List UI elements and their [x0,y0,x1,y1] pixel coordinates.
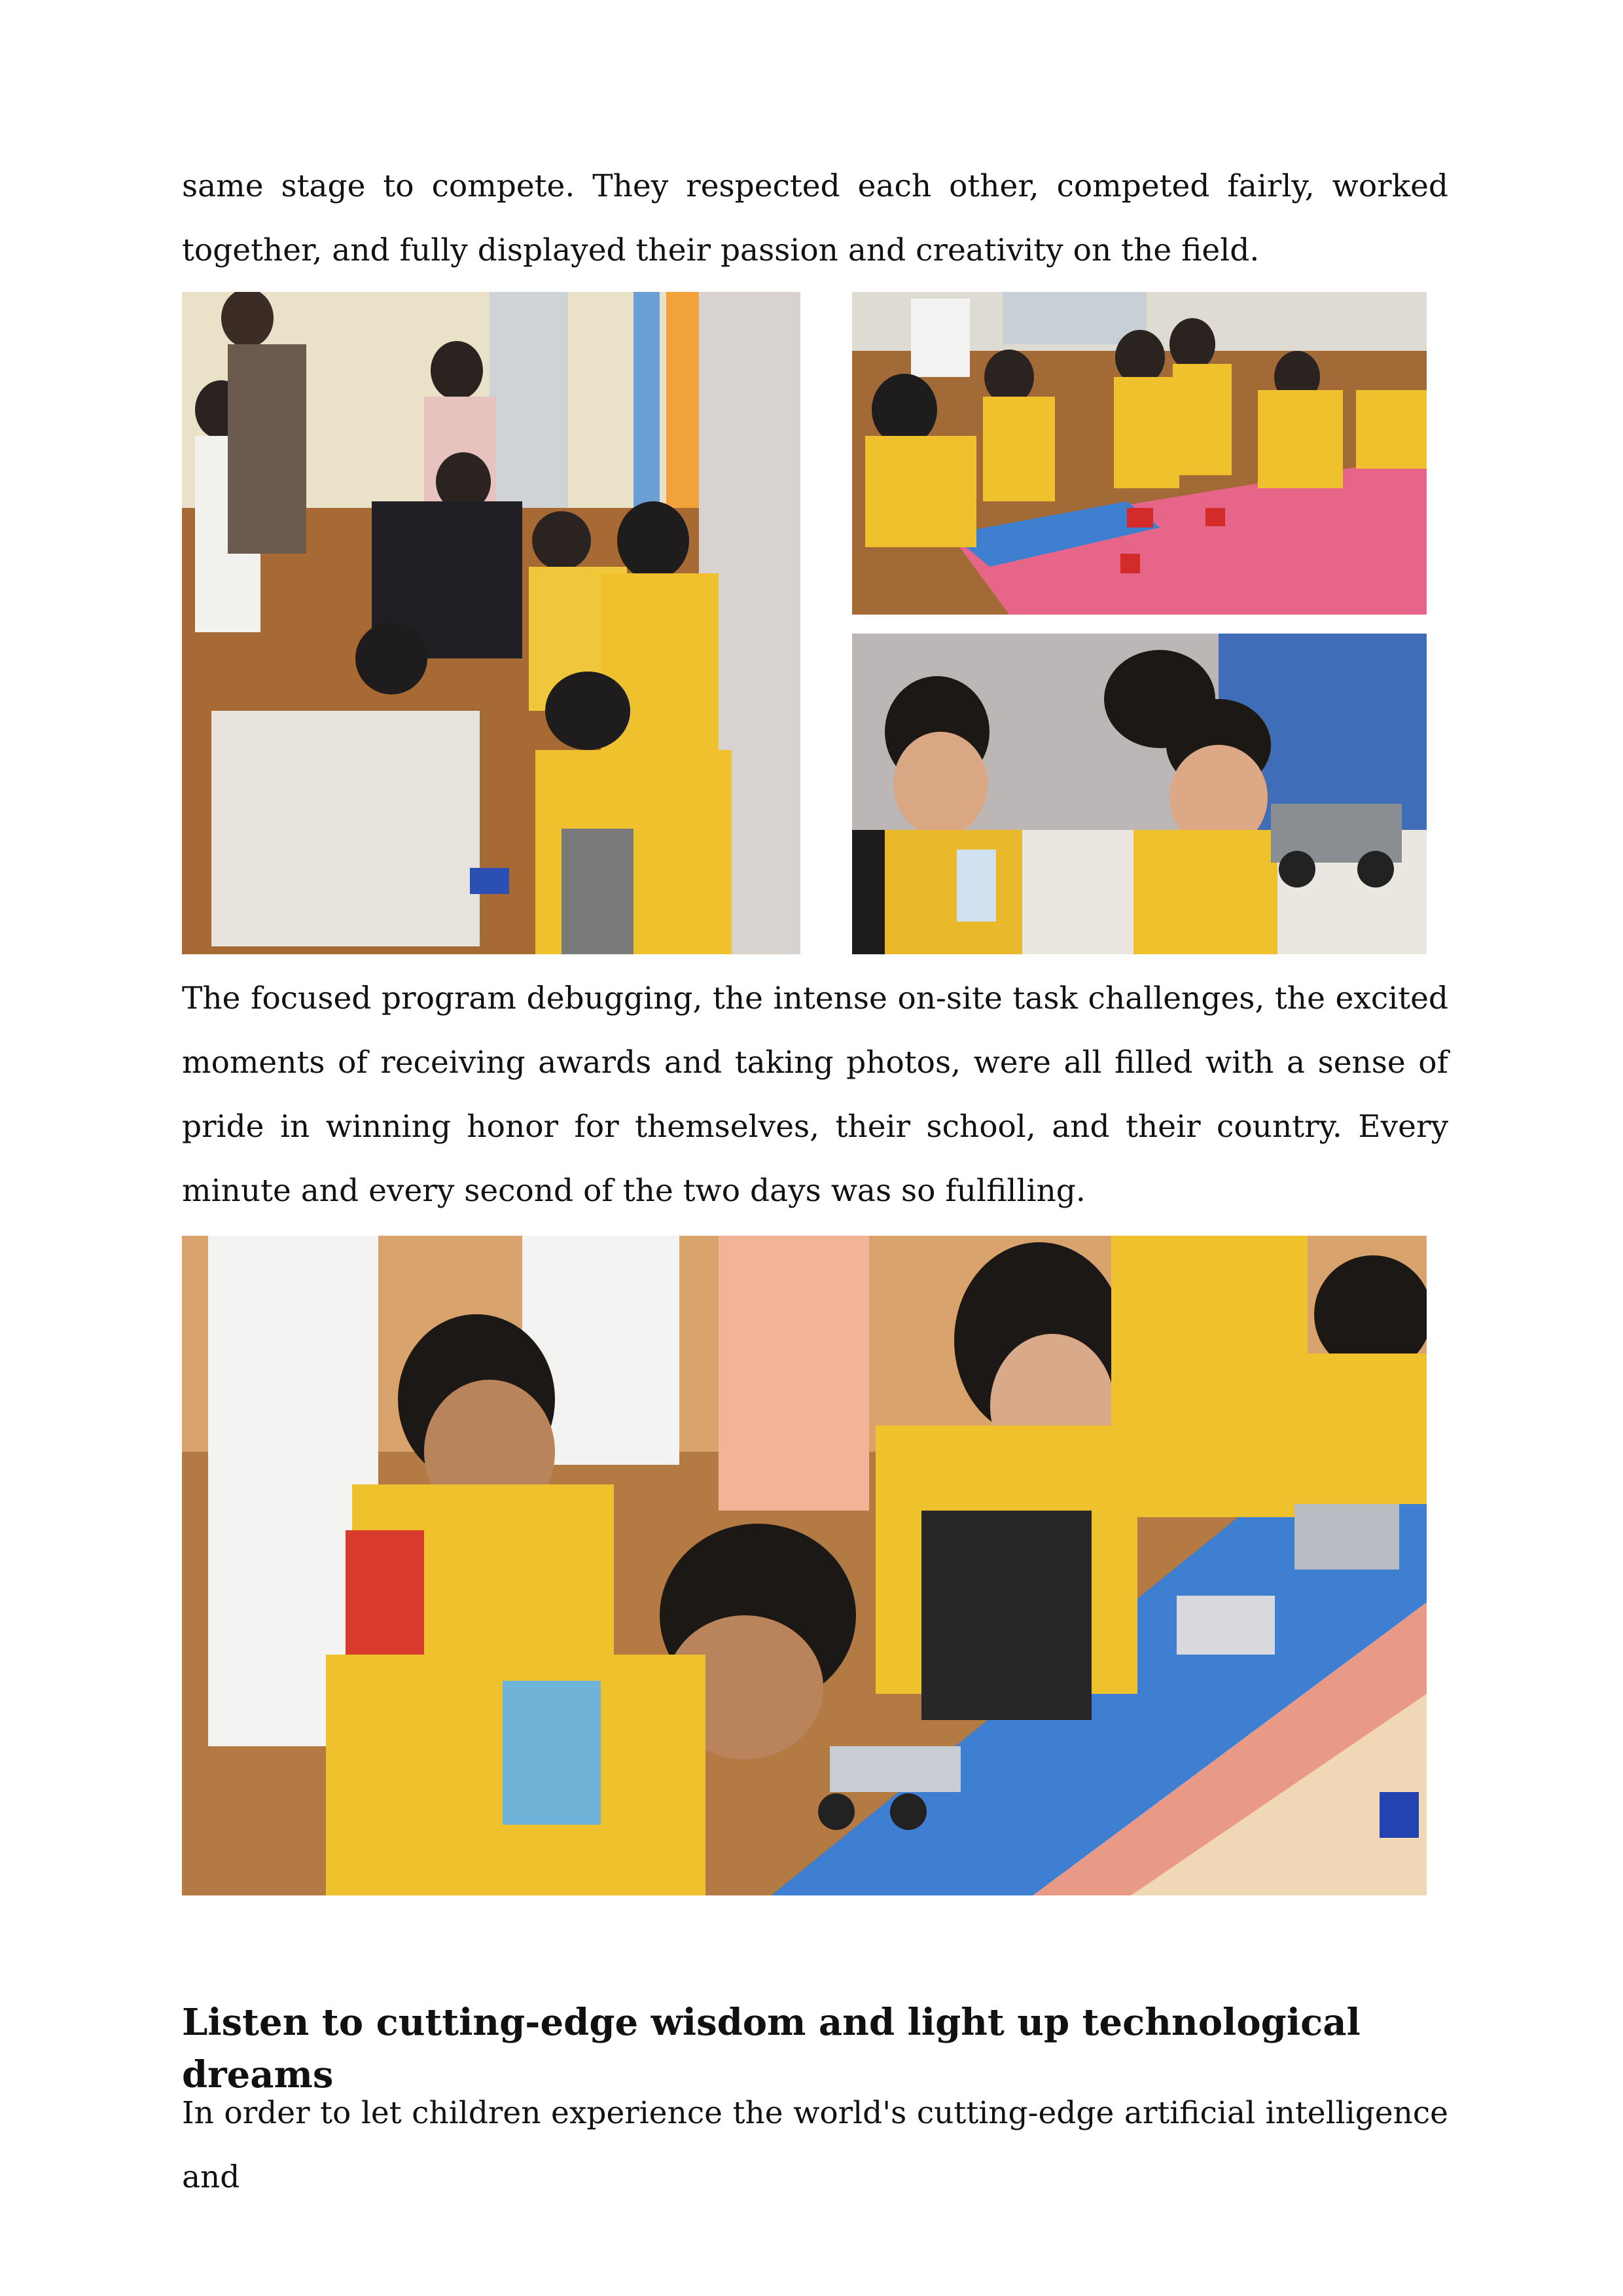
paragraph-intro: same stage to compete. They respected each other, competed fairly, worked together, and fully displayed their passion and creativity on the field. [182,168,1448,268]
photo-group-on-mat [852,292,1427,615]
paragraph-experience: The focused program debugging, the intense on-site task challenges, the excited moments of receiving awards and taking photos, were all filled with a sense of pride in winning honor for themselves, their school, and their country. Every minute and every second of the two days was so fulfilling. [182,980,1448,1209]
section-heading: Listen to cutting-edge wisdom and light up technological dreams [182,2001,1361,2096]
photo-boys-at-robot [852,634,1427,954]
paragraph-ai-intro: In order to let children experience the world's cutting-edge artificial intelligence and [182,2095,1448,2195]
photo-girls-with-robots [182,1236,1427,1895]
photo-team-building [182,292,800,954]
